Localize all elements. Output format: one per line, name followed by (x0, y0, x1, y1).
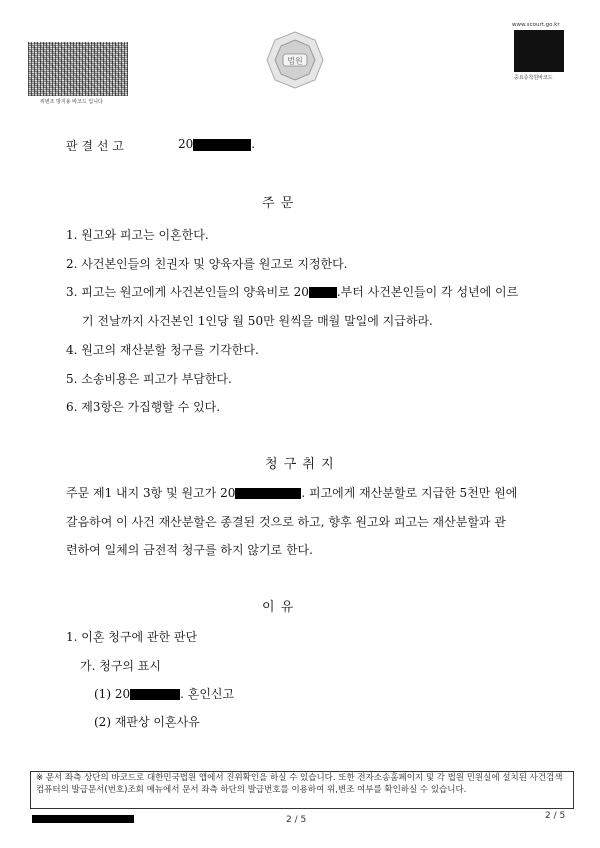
order-item: 3. 피고는 원고에게 사건본인들의 양육비로 20 .부터 사건본인들이 각 성년에 이르 (66, 285, 519, 299)
order-item: 4. 원고의 재산분할 청구를 기각한다. (66, 343, 259, 357)
qr-caption: 중요증착원바코드 (514, 75, 553, 81)
claim-heading: 청 구 취 지 (265, 457, 335, 472)
list-item: (2) 재판상 이혼사유 (94, 715, 200, 729)
order-item: 6. 제3항은 가집행할 수 있다. (66, 400, 221, 414)
redaction-block (193, 139, 251, 151)
verification-barcode (28, 42, 128, 96)
court-emblem-icon (265, 30, 325, 90)
reason-heading: 이 유 (262, 600, 295, 615)
redacted-qr-code (514, 30, 564, 72)
barcode-caption: 위변조 방지용 바코드 입니다 (40, 99, 103, 105)
section-title: 1. 이혼 청구에 관한 판단 (66, 630, 198, 644)
list-item: (1) 20 . 혼인신고 (94, 687, 235, 701)
order-item: 2. 사건본인들의 친권자 및 양육자를 원고로 지정한다. (66, 257, 348, 271)
page-number-right: 2 / 5 (545, 811, 566, 821)
redaction-block (309, 287, 337, 298)
order-item: 5. 소송비용은 피고가 부담한다. (66, 372, 232, 386)
claim-line: 주문 제1 내지 3항 및 원고가 20 . 피고에게 재산분할로 지급한 5천만 원에 (66, 486, 518, 500)
site-url: www.scourt.go.kr (512, 22, 560, 28)
emblem-text: 법원 (287, 56, 303, 66)
authenticity-notice: ※ 문서 좌측 상단의 바코드로 대한민국법원 앱에서 진위확인을 하실 수 있습니다. 또한 전자소송홈페이지 및 각 법원 민원실에 설치된 사건검색 컴퓨터의 발급문서(번호)조회 메뉴에서 문서 좌측 하단의 발급번호를 이용하여 위,변조 여부를 확인하실 수 있습니다. (30, 771, 574, 809)
claim-line: 갈음하여 이 사건 재산분할은 종결된 것으로 하고, 향후 원고와 피고는 재산분할과 관 (66, 515, 506, 529)
page-number: 2 / 5 (286, 815, 307, 825)
redacted-issue-number (32, 815, 134, 823)
verdict-label: 판 결 선 고 (66, 139, 124, 153)
order-item-continued: 기 전날까지 사건본인 1인당 월 50만 원씩을 매월 말일에 지급하라. (82, 314, 433, 328)
order-item: 1. 원고와 피고는 이혼한다. (66, 228, 209, 242)
subsection-title: 가. 청구의 표시 (80, 659, 161, 673)
order-heading: 주 문 (262, 196, 295, 211)
claim-line: 련하여 일체의 금전적 청구를 하지 않기로 한다. (66, 543, 313, 557)
verdict-date: 20 . (178, 137, 256, 151)
redaction-block (235, 488, 301, 499)
redaction-block (130, 689, 180, 700)
